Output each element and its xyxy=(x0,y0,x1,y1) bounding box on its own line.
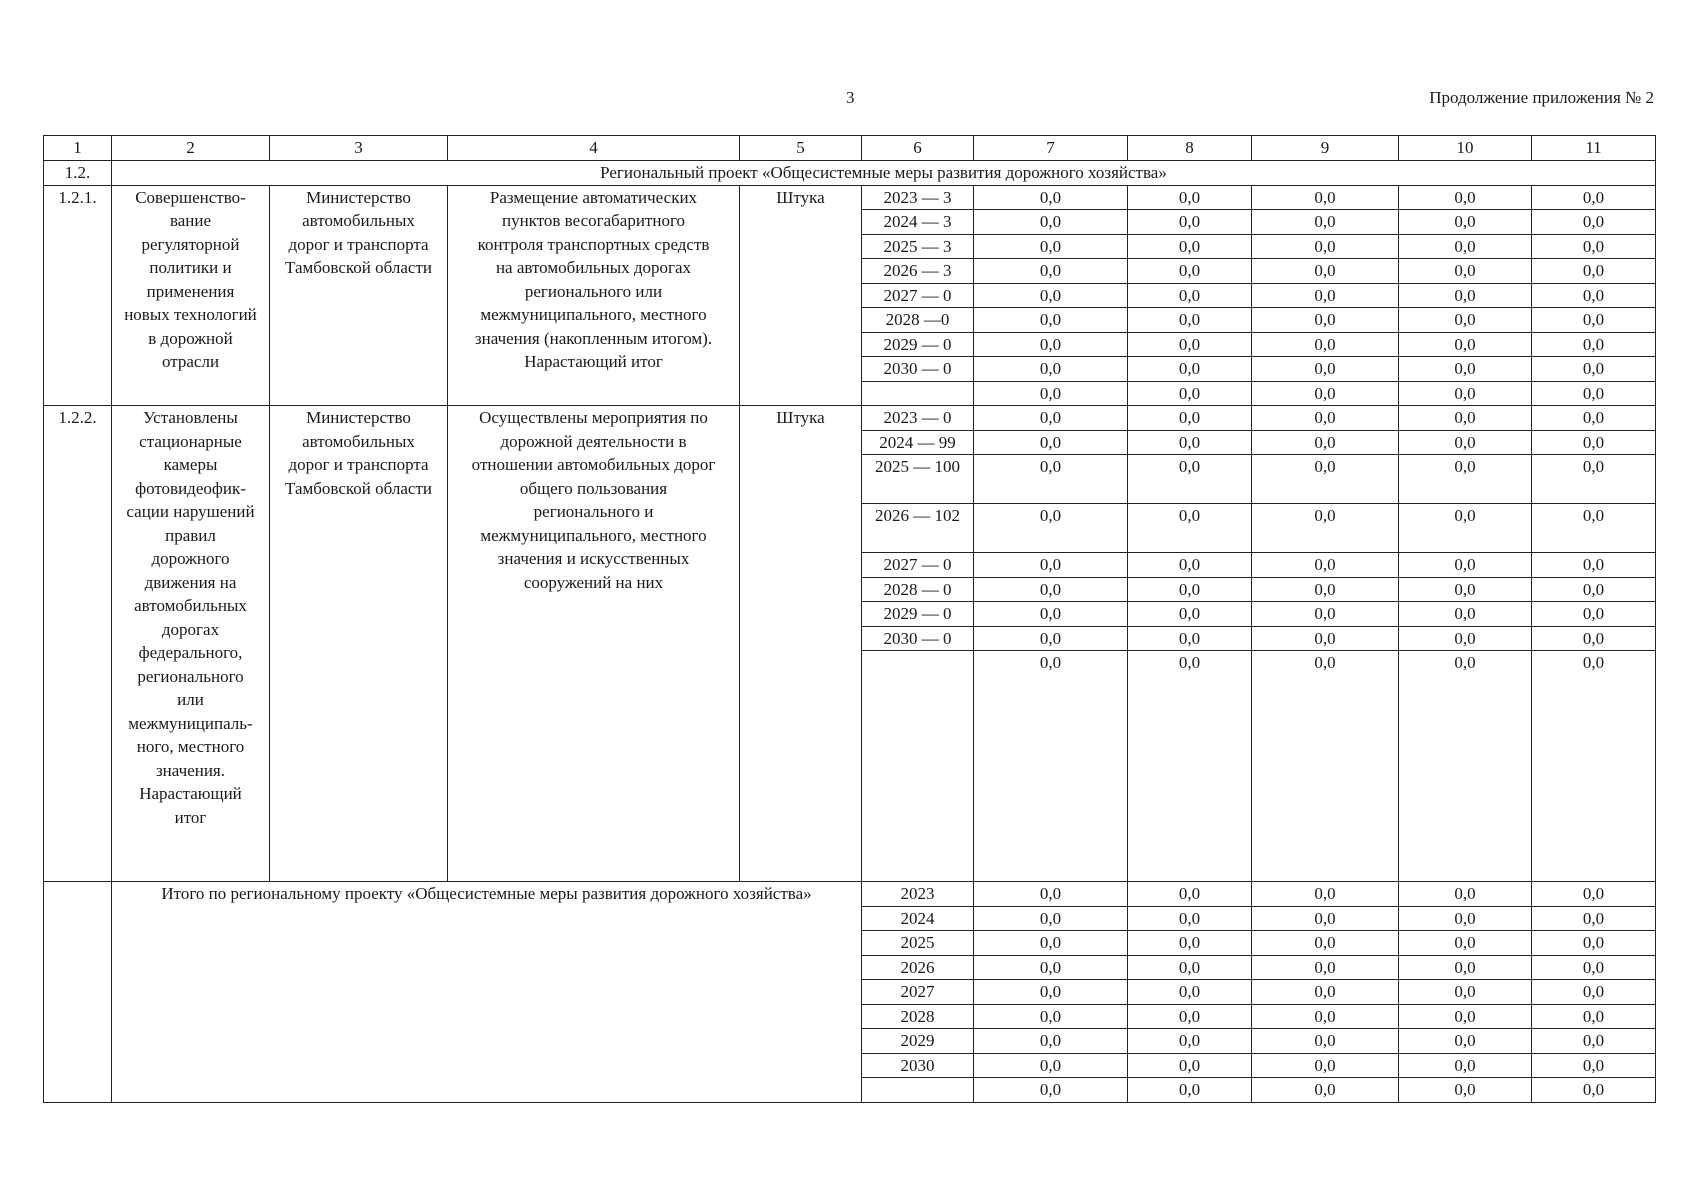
value-cell: 0,0 xyxy=(1252,430,1399,455)
value-cell: 0,0 xyxy=(1128,602,1252,627)
column-number-6: 6 xyxy=(862,136,974,161)
item-indicator: Размещение автоматических пунктов весогабаритного контроля транспортных средств на автомобильных дорогах регионального или межмуниципального, местного значения (накопленным итогом). Нарастающий итог xyxy=(448,185,740,406)
value-cell: 0,0 xyxy=(1532,626,1656,651)
summary-value-cell: 0,0 xyxy=(1532,1053,1656,1078)
value-cell: 0,0 xyxy=(1252,332,1399,357)
summary-value-cell: 0,0 xyxy=(1532,882,1656,907)
year-cell: 2024 — 99 xyxy=(862,430,974,455)
column-number-10: 10 xyxy=(1399,136,1532,161)
summary-value-cell: 0,0 xyxy=(1128,931,1252,956)
column-number-row xyxy=(44,136,1656,161)
summary-value-cell: 0,0 xyxy=(1532,1004,1656,1029)
value-cell: 0,0 xyxy=(1252,626,1399,651)
value-cell: 0,0 xyxy=(1252,210,1399,235)
summary-year-cell: 2025 xyxy=(862,931,974,956)
total-value-cell: 0,0 xyxy=(1399,651,1532,882)
value-cell: 0,0 xyxy=(1399,332,1532,357)
year-cell: 2030 — 0 xyxy=(862,626,974,651)
item-2-year-row xyxy=(44,406,1656,431)
summary-value-cell: 0,0 xyxy=(1532,931,1656,956)
summary-year-cell: 2026 xyxy=(862,955,974,980)
summary-value-cell: 0,0 xyxy=(1399,1029,1532,1054)
summary-total-cell: 0,0 xyxy=(1532,1078,1656,1103)
value-cell: 0,0 xyxy=(1128,455,1252,504)
summary-value-cell: 0,0 xyxy=(974,955,1128,980)
column-number-9: 9 xyxy=(1252,136,1399,161)
item-indicator: Осуществлены мероприятия по дорожной деятельности в отношении автомобильных дорог общего пользования регионального и межмуниципального, местного значения и искусственных сооружений на них xyxy=(448,406,740,882)
value-cell: 0,0 xyxy=(1128,283,1252,308)
value-cell: 0,0 xyxy=(1252,283,1399,308)
summary-value-cell: 0,0 xyxy=(1399,931,1532,956)
summary-value-cell: 0,0 xyxy=(1128,980,1252,1005)
summary-value-cell: 0,0 xyxy=(1399,955,1532,980)
summary-value-cell: 0,0 xyxy=(1399,980,1532,1005)
year-cell: 2027 — 0 xyxy=(862,553,974,578)
column-number-4: 4 xyxy=(448,136,740,161)
program-table xyxy=(43,135,1656,1103)
year-cell: 2029 — 0 xyxy=(862,332,974,357)
value-cell: 0,0 xyxy=(974,210,1128,235)
value-cell: 0,0 xyxy=(1532,185,1656,210)
value-cell: 0,0 xyxy=(1128,308,1252,333)
year-cell: 2025 — 100 xyxy=(862,455,974,504)
summary-year-row xyxy=(44,882,1656,907)
value-cell: 0,0 xyxy=(1252,185,1399,210)
value-cell: 0,0 xyxy=(1128,430,1252,455)
summary-year-empty xyxy=(862,1078,974,1103)
summary-year-cell: 2030 xyxy=(862,1053,974,1078)
value-cell: 0,0 xyxy=(1399,577,1532,602)
value-cell: 0,0 xyxy=(1399,504,1532,553)
year-cell: 2029 — 0 xyxy=(862,602,974,627)
summary-value-cell: 0,0 xyxy=(1252,980,1399,1005)
total-value-cell: 0,0 xyxy=(1128,651,1252,882)
summary-value-cell: 0,0 xyxy=(1128,906,1252,931)
value-cell: 0,0 xyxy=(1128,626,1252,651)
value-cell: 0,0 xyxy=(1532,553,1656,578)
summary-value-cell: 0,0 xyxy=(1399,1053,1532,1078)
summary-value-cell: 0,0 xyxy=(1252,1029,1399,1054)
total-value-cell: 0,0 xyxy=(974,381,1128,406)
summary-value-cell: 0,0 xyxy=(974,882,1128,907)
summary-code-empty xyxy=(44,882,112,1103)
value-cell: 0,0 xyxy=(1399,308,1532,333)
column-number-8: 8 xyxy=(1128,136,1252,161)
value-cell: 0,0 xyxy=(1128,185,1252,210)
value-cell: 0,0 xyxy=(974,602,1128,627)
summary-value-cell: 0,0 xyxy=(1252,1004,1399,1029)
summary-value-cell: 0,0 xyxy=(974,1053,1128,1078)
item-1-year-row xyxy=(44,185,1656,210)
summary-value-cell: 0,0 xyxy=(1399,906,1532,931)
value-cell: 0,0 xyxy=(1128,332,1252,357)
item-executor: Министерство автомобильных дорог и транспорта Тамбовской области xyxy=(270,406,448,882)
value-cell: 0,0 xyxy=(1532,455,1656,504)
summary-value-cell: 0,0 xyxy=(1399,882,1532,907)
value-cell: 0,0 xyxy=(1532,308,1656,333)
value-cell: 0,0 xyxy=(1128,234,1252,259)
value-cell: 0,0 xyxy=(1252,308,1399,333)
summary-value-cell: 0,0 xyxy=(974,980,1128,1005)
value-cell: 0,0 xyxy=(1399,626,1532,651)
value-cell: 0,0 xyxy=(1399,234,1532,259)
table-body xyxy=(44,136,1656,1103)
year-cell: 2026 — 102 xyxy=(862,504,974,553)
year-cell: 2028 —0 xyxy=(862,308,974,333)
summary-value-cell: 0,0 xyxy=(1252,906,1399,931)
total-value-cell: 0,0 xyxy=(1252,651,1399,882)
value-cell: 0,0 xyxy=(1399,430,1532,455)
value-cell: 0,0 xyxy=(974,406,1128,431)
summary-value-cell: 0,0 xyxy=(1532,980,1656,1005)
value-cell: 0,0 xyxy=(1399,406,1532,431)
value-cell: 0,0 xyxy=(1128,553,1252,578)
summary-value-cell: 0,0 xyxy=(1128,1053,1252,1078)
summary-value-cell: 0,0 xyxy=(1532,955,1656,980)
value-cell: 0,0 xyxy=(974,504,1128,553)
value-cell: 0,0 xyxy=(1532,430,1656,455)
value-cell: 0,0 xyxy=(1252,455,1399,504)
value-cell: 0,0 xyxy=(1252,406,1399,431)
summary-value-cell: 0,0 xyxy=(1128,955,1252,980)
value-cell: 0,0 xyxy=(1532,602,1656,627)
summary-year-cell: 2027 xyxy=(862,980,974,1005)
value-cell: 0,0 xyxy=(1399,357,1532,382)
summary-value-cell: 0,0 xyxy=(1252,882,1399,907)
value-cell: 0,0 xyxy=(974,283,1128,308)
total-value-cell: 0,0 xyxy=(1252,381,1399,406)
summary-value-cell: 0,0 xyxy=(974,931,1128,956)
page-number: 3 xyxy=(846,88,855,107)
year-cell: 2030 — 0 xyxy=(862,357,974,382)
item-executor: Министерство автомобильных дорог и транспорта Тамбовской области xyxy=(270,185,448,406)
value-cell: 0,0 xyxy=(1532,283,1656,308)
summary-value-cell: 0,0 xyxy=(1399,1004,1532,1029)
value-cell: 0,0 xyxy=(1532,406,1656,431)
value-cell: 0,0 xyxy=(1252,602,1399,627)
summary-value-cell: 0,0 xyxy=(974,906,1128,931)
year-cell-empty xyxy=(862,651,974,882)
value-cell: 0,0 xyxy=(1252,259,1399,284)
summary-total-cell: 0,0 xyxy=(974,1078,1128,1103)
column-number-1: 1 xyxy=(44,136,112,161)
value-cell: 0,0 xyxy=(974,185,1128,210)
value-cell: 0,0 xyxy=(1252,553,1399,578)
value-cell: 0,0 xyxy=(1128,259,1252,284)
summary-value-cell: 0,0 xyxy=(1128,882,1252,907)
value-cell: 0,0 xyxy=(1532,577,1656,602)
value-cell: 0,0 xyxy=(1532,357,1656,382)
summary-label: Итого по региональному проекту «Общесистемные меры развития дорожного хозяйства» xyxy=(112,882,862,1103)
item-code: 1.2.2. xyxy=(44,406,112,882)
continuation-label: Продолжение приложения № 2 xyxy=(1429,88,1654,107)
value-cell: 0,0 xyxy=(1532,259,1656,284)
year-cell-empty xyxy=(862,381,974,406)
year-cell: 2024 — 3 xyxy=(862,210,974,235)
item-unit: Штука xyxy=(740,185,862,406)
column-number-2: 2 xyxy=(112,136,270,161)
summary-value-cell: 0,0 xyxy=(1252,931,1399,956)
column-number-11: 11 xyxy=(1532,136,1656,161)
total-value-cell: 0,0 xyxy=(1399,381,1532,406)
total-value-cell: 0,0 xyxy=(974,651,1128,882)
year-cell: 2026 — 3 xyxy=(862,259,974,284)
value-cell: 0,0 xyxy=(1532,504,1656,553)
value-cell: 0,0 xyxy=(1399,185,1532,210)
value-cell: 0,0 xyxy=(974,430,1128,455)
value-cell: 0,0 xyxy=(974,234,1128,259)
value-cell: 0,0 xyxy=(1128,406,1252,431)
value-cell: 0,0 xyxy=(1128,577,1252,602)
value-cell: 0,0 xyxy=(1399,455,1532,504)
value-cell: 0,0 xyxy=(1399,553,1532,578)
value-cell: 0,0 xyxy=(1128,210,1252,235)
value-cell: 0,0 xyxy=(1399,259,1532,284)
year-cell: 2023 — 0 xyxy=(862,406,974,431)
year-cell: 2028 — 0 xyxy=(862,577,974,602)
summary-value-cell: 0,0 xyxy=(1252,1053,1399,1078)
value-cell: 0,0 xyxy=(974,308,1128,333)
item-unit: Штука xyxy=(740,406,862,882)
value-cell: 0,0 xyxy=(1252,234,1399,259)
summary-year-cell: 2029 xyxy=(862,1029,974,1054)
total-value-cell: 0,0 xyxy=(1532,651,1656,882)
value-cell: 0,0 xyxy=(1532,332,1656,357)
total-value-cell: 0,0 xyxy=(1532,381,1656,406)
value-cell: 0,0 xyxy=(974,577,1128,602)
value-cell: 0,0 xyxy=(974,626,1128,651)
summary-year-cell: 2023 xyxy=(862,882,974,907)
value-cell: 0,0 xyxy=(1128,504,1252,553)
value-cell: 0,0 xyxy=(1399,602,1532,627)
summary-year-cell: 2024 xyxy=(862,906,974,931)
summary-value-cell: 0,0 xyxy=(1252,955,1399,980)
value-cell: 0,0 xyxy=(1532,234,1656,259)
section-title: Региональный проект «Общесистемные меры развития дорожного хозяйства» xyxy=(112,161,1656,186)
summary-year-cell: 2028 xyxy=(862,1004,974,1029)
year-cell: 2027 — 0 xyxy=(862,283,974,308)
value-cell: 0,0 xyxy=(974,259,1128,284)
year-cell: 2025 — 3 xyxy=(862,234,974,259)
summary-total-cell: 0,0 xyxy=(1252,1078,1399,1103)
section-code: 1.2. xyxy=(44,161,112,186)
summary-value-cell: 0,0 xyxy=(1532,1029,1656,1054)
value-cell: 0,0 xyxy=(1532,210,1656,235)
section-row xyxy=(44,161,1656,186)
column-number-3: 3 xyxy=(270,136,448,161)
summary-value-cell: 0,0 xyxy=(1128,1004,1252,1029)
value-cell: 0,0 xyxy=(974,455,1128,504)
value-cell: 0,0 xyxy=(1128,357,1252,382)
summary-value-cell: 0,0 xyxy=(1532,906,1656,931)
item-name: Совершенство- вание регуляторной политики и применения новых технологий в дорожной отрасли xyxy=(112,185,270,406)
value-cell: 0,0 xyxy=(974,332,1128,357)
total-value-cell: 0,0 xyxy=(1128,381,1252,406)
value-cell: 0,0 xyxy=(1252,577,1399,602)
column-number-7: 7 xyxy=(974,136,1128,161)
summary-value-cell: 0,0 xyxy=(1128,1029,1252,1054)
value-cell: 0,0 xyxy=(1252,504,1399,553)
value-cell: 0,0 xyxy=(974,357,1128,382)
summary-total-cell: 0,0 xyxy=(1128,1078,1252,1103)
summary-value-cell: 0,0 xyxy=(974,1029,1128,1054)
value-cell: 0,0 xyxy=(1252,357,1399,382)
item-name: Установлены стационарные камеры фотовидеофик- сации нарушений правил дорожного движения на автомобильных дорогах федерального, регионального или межмуниципаль- ного, местного значения. Нарастающий итог xyxy=(112,406,270,882)
value-cell: 0,0 xyxy=(1399,283,1532,308)
year-cell: 2023 — 3 xyxy=(862,185,974,210)
summary-value-cell: 0,0 xyxy=(974,1004,1128,1029)
value-cell: 0,0 xyxy=(974,553,1128,578)
item-code: 1.2.1. xyxy=(44,185,112,406)
column-number-5: 5 xyxy=(740,136,862,161)
summary-total-cell: 0,0 xyxy=(1399,1078,1532,1103)
value-cell: 0,0 xyxy=(1399,210,1532,235)
